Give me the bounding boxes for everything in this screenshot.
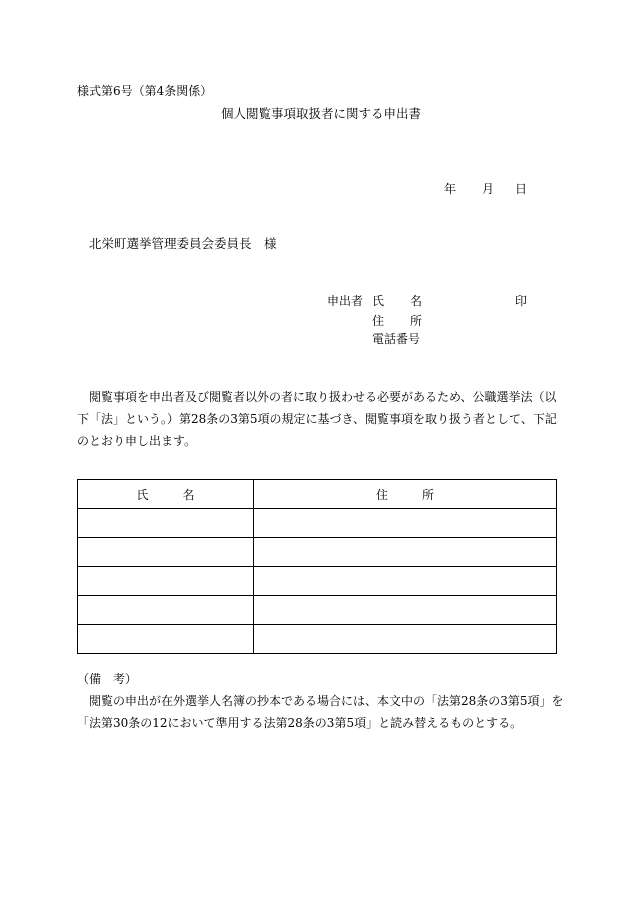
table-cell-address[interactable] bbox=[254, 567, 557, 596]
table-cell-name[interactable] bbox=[78, 625, 254, 654]
notes-heading: （備 考） bbox=[77, 672, 138, 686]
header-address-char-2: 所 bbox=[422, 487, 435, 502]
table-cell-address[interactable] bbox=[254, 596, 557, 625]
address-label-char-1: 住 bbox=[372, 314, 385, 328]
applicant-address-label bbox=[372, 312, 422, 329]
name-label-char-1: 氏 bbox=[372, 294, 385, 308]
notes-paragraph bbox=[77, 690, 564, 734]
applicant-phone-label: 電話番号 bbox=[372, 332, 421, 346]
handler-table bbox=[77, 479, 557, 654]
body-paragraph bbox=[77, 386, 555, 452]
table-cell-name[interactable] bbox=[78, 596, 254, 625]
body-line-1: 閲覧事項を申出者及び閲覧者以外の者に取り扱わせる必要があるため、公職選挙法（以 bbox=[89, 390, 557, 404]
header-name-char-2: 名 bbox=[182, 487, 195, 502]
table-row bbox=[78, 538, 557, 567]
table-cell-name[interactable] bbox=[78, 538, 254, 567]
address-label-char-2: 所 bbox=[410, 314, 423, 328]
date-month-label: 月 bbox=[482, 182, 495, 196]
table-row bbox=[78, 625, 557, 654]
body-line-3: のとおり申し出ます。 bbox=[77, 434, 197, 448]
seal-mark: 印 bbox=[515, 294, 528, 308]
header-address-char-1: 住 bbox=[375, 487, 388, 502]
table-cell-address[interactable] bbox=[254, 509, 557, 538]
table-cell-address[interactable] bbox=[254, 625, 557, 654]
header-name-char-1: 氏 bbox=[136, 487, 149, 502]
notes-line-1: 閲覧の申出が在外選挙人名簿の抄本である場合には、本文中の「法第28条の3第5項」を bbox=[89, 694, 564, 708]
table-row bbox=[78, 567, 557, 596]
form-number: 様式第6号（第4条関係） bbox=[77, 84, 213, 98]
name-label-char-2: 名 bbox=[410, 294, 423, 308]
date-day-label: 日 bbox=[515, 182, 528, 196]
addressee: 北栄町選挙管理委員会委員長 様 bbox=[89, 236, 277, 251]
table-cell-name[interactable] bbox=[78, 567, 254, 596]
applicant-name-label bbox=[372, 292, 422, 309]
table-row bbox=[78, 596, 557, 625]
date-year-label: 年 bbox=[444, 182, 457, 196]
applicant-label: 申出者 bbox=[327, 294, 364, 308]
table-header-name bbox=[78, 480, 254, 509]
table-cell-name[interactable] bbox=[78, 509, 254, 538]
body-line-2: 下「法」という。）第28条の3第5項の規定に基づき、閲覧事項を取り扱う者として、下記 bbox=[77, 412, 557, 426]
table-header-address bbox=[254, 480, 557, 509]
table-cell-address[interactable] bbox=[254, 538, 557, 567]
table-row bbox=[78, 509, 557, 538]
table-header-row bbox=[78, 480, 557, 509]
notes-line-2: 「法第30条の12において準用する法第28条の3第5項」と読み替えるものとする。 bbox=[77, 716, 523, 730]
document-title: 個人閲覧事項取扱者に関する申出書 bbox=[221, 106, 422, 121]
